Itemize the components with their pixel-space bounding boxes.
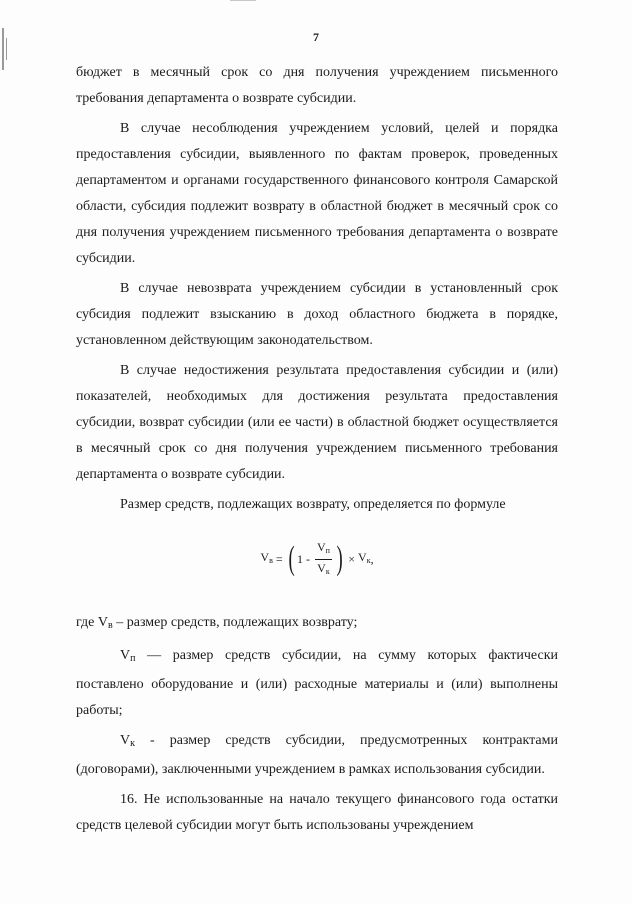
paragraph-16: 16. Не использованные на начало текущего финансового года остатки средств целевой субсидии могут быть использованы учреждением [76, 792, 558, 833]
formula-tail: , [370, 552, 374, 566]
paragraph-1: бюджет в месячный срок со дня получения учреждением письменного требования департамента о возврате субсидии. [76, 65, 558, 106]
paragraph-4: В случае недостижения результата предоставления субсидии и (или) показателей, необходимых для достижения результата предоставления субсидии, возврат субсидии (или ее части) в областной бюджет осуществляется в месячный срок со дня получения учреждением письменного требования департамента о возврате субсидии. [76, 363, 558, 482]
page-number: 7 [313, 30, 319, 44]
paragraph-5: Размер средств, подлежащих возврату, определяется по формуле [120, 497, 506, 512]
formula-times: × [348, 552, 356, 566]
formula-rhs: $V_к$ [358, 550, 371, 565]
formula-minus: - [305, 552, 310, 566]
refund-formula [76, 526, 558, 592]
definition-vp: Vп — размер средств субсидии, на сумму которых фактически поставлено оборудование и (или) расходные материалы и (или) выполнены работы; [76, 648, 558, 718]
formula-right-paren: ) [336, 540, 343, 577]
paragraph-2: В случае несоблюдения учреждением условий, целей и порядка предоставления субсидии, выявленного по фактам проверок, проведенных департаментом и органами государственного финансового контроля Самарской области, субсидия подлежит возврату в областной бюджет в месячный срок со дня получения учреждением письменного требования департамента о возврате субсидии. [76, 121, 558, 266]
document-body [76, 60, 558, 839]
formula-equals: = [275, 552, 283, 566]
formula-fraction [315, 540, 332, 579]
formula-numerator: $V_п$ [315, 540, 332, 560]
formula-denominator: $V_к$ [317, 560, 330, 576]
formula-one: 1 [296, 552, 303, 566]
paragraph-3: В случае невозврата учреждением субсидии в установленный срок субсидия подлежит взысканию в доход областного бюджета в порядке, установленном действующим законодательством. [76, 281, 558, 348]
definition-vv: где Vв – размер средств, подлежащих возврату; [76, 615, 358, 631]
definition-vk: Vк - размер средств субсидии, предусмотренных контрактами (договорами), заключенными учреждением в рамках использования субсидии. [76, 733, 558, 777]
formula-left-paren: ( [288, 540, 295, 577]
formula-lhs: $V_в$ [260, 550, 273, 565]
scan-artifact [230, 0, 256, 1]
